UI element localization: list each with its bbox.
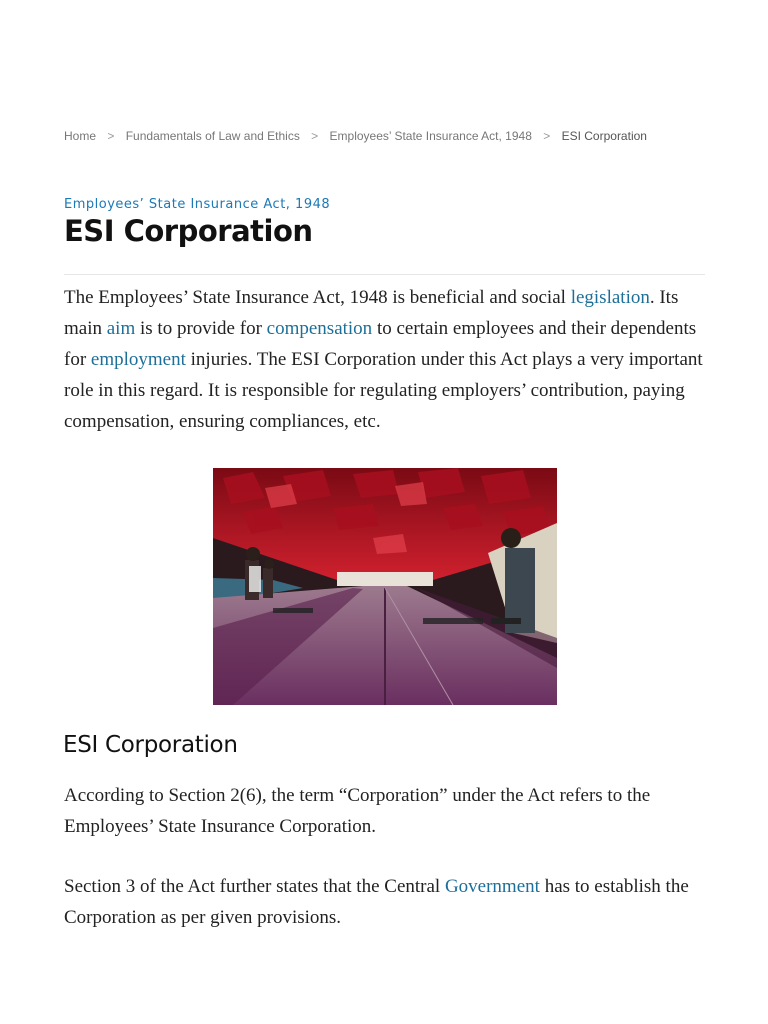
breadcrumb-separator: > xyxy=(311,129,319,143)
breadcrumb-separator: > xyxy=(543,129,551,143)
section-paragraph: According to Section 2(6), the term “Corporation” under the Act refers to the Employees’ State Insurance Corporation. xyxy=(64,785,651,837)
breadcrumb xyxy=(64,129,714,143)
factory-workers-image xyxy=(213,468,557,705)
compensation-link[interactable]: compensation xyxy=(266,318,373,339)
section3-text: has to establish the Corporation as per given provisions. xyxy=(64,876,689,928)
government-link[interactable]: Government xyxy=(444,876,540,897)
section3-paragraph xyxy=(64,871,708,933)
intro-text: to certain employees and their dependents for xyxy=(64,318,697,370)
section3-text: Section 3 of the Act further states that the Central xyxy=(64,876,445,897)
breadcrumb-current: ESI Corporation xyxy=(561,129,647,143)
employment-link[interactable]: employment xyxy=(90,349,186,370)
title-divider xyxy=(64,274,705,275)
intro-text: . Its main xyxy=(64,287,679,339)
breadcrumb-home[interactable]: Home xyxy=(64,129,97,143)
category-link[interactable]: Employees’ State Insurance Act, 1948 xyxy=(64,197,331,212)
breadcrumb-fundamentals[interactable]: Fundamentals of Law and Ethics xyxy=(125,129,300,143)
intro-text: is to provide for xyxy=(135,318,267,339)
breadcrumb-esi-act[interactable]: Employees’ State Insurance Act, 1948 xyxy=(329,129,532,143)
page-title: ESI Corporation xyxy=(64,214,313,248)
legislation-link[interactable]: legislation xyxy=(570,287,650,308)
aim-link[interactable]: aim xyxy=(106,318,136,339)
section-heading: ESI Corporation xyxy=(63,732,238,758)
factory-workers-illustration xyxy=(213,468,557,705)
intro-paragraph xyxy=(64,282,708,437)
intro-text: injuries. The ESI Corporation under this Act plays a very important role in this regard. It is responsible for regulating employers’ contribution, paying compensation, ensuring compliances, etc. xyxy=(64,349,703,432)
breadcrumb-separator: > xyxy=(107,129,115,143)
intro-text: The Employees’ State Insurance Act, 1948 is beneficial and social xyxy=(64,287,571,308)
